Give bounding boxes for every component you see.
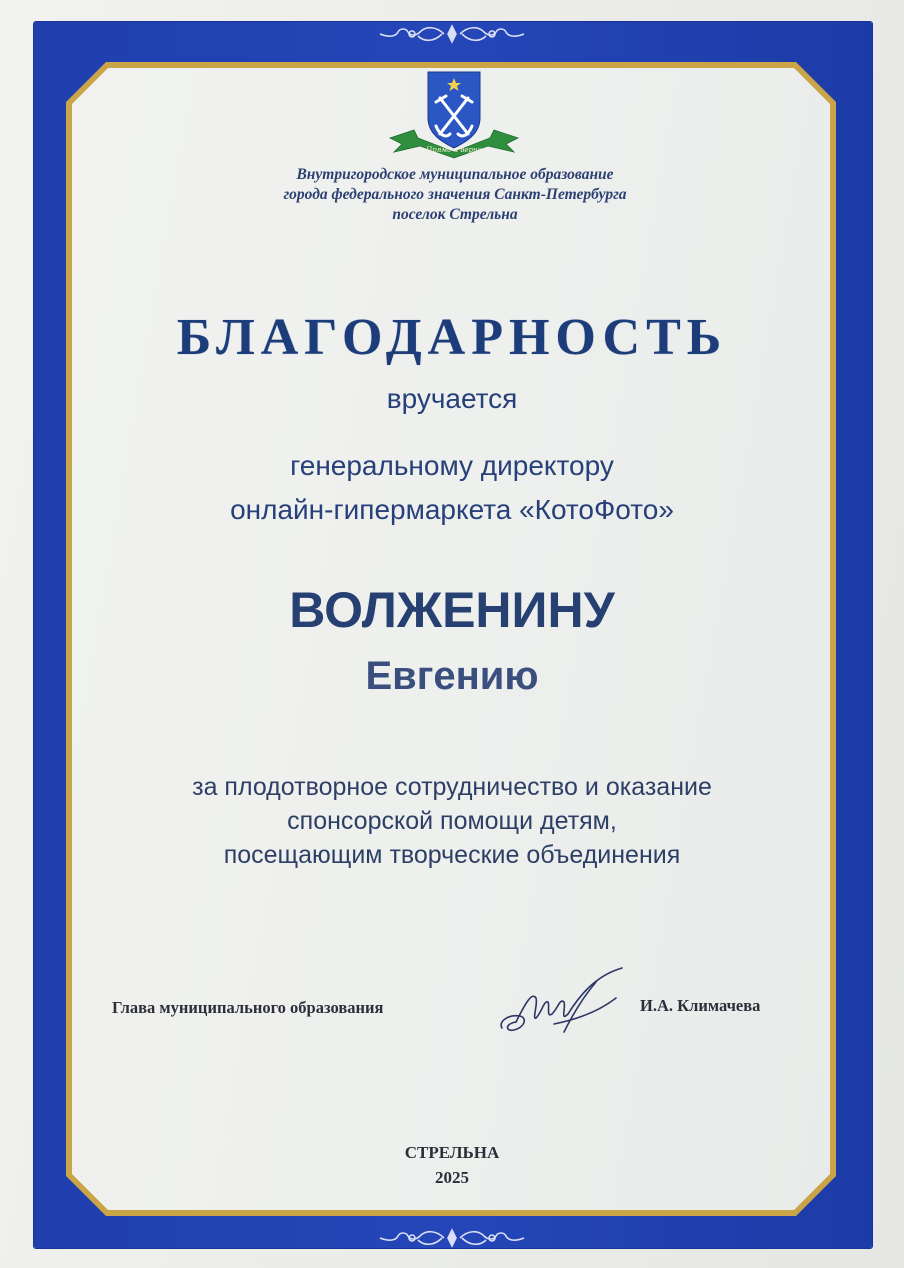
signatory-name: И.А. Климачева <box>640 996 761 1015</box>
recipient-first-name: Евгению <box>365 654 539 698</box>
reason-line-1: за плодотворное сотрудничество и оказание <box>192 773 712 801</box>
certificate-title: БЛАГОДАРНОСТЬ <box>176 309 728 366</box>
award-reason <box>100 770 804 872</box>
reason-line-2: спонсорской помощи детям, <box>287 807 617 835</box>
footer-year: 2025 <box>435 1168 469 1187</box>
bottom-ornament-icon <box>372 1226 532 1250</box>
signature-icon <box>494 962 634 1042</box>
position-line-2: онлайн-гипермаркета «КотоФото» <box>230 494 674 525</box>
emblem-motto: Прямо и верно <box>426 146 482 154</box>
organization-line-1: Внутригородское муниципальное образование <box>296 166 614 183</box>
position-line-1: генеральному директору <box>290 450 614 481</box>
footer-city: СТРЕЛЬНА <box>404 1143 500 1162</box>
recipient-position <box>100 444 804 532</box>
top-ornament-icon <box>372 22 532 46</box>
reason-line-3: посещающим творческие объединения <box>223 841 681 869</box>
organization-name <box>150 165 760 225</box>
organization-line-2: города федерального значения Санкт-Петербурга <box>283 186 627 203</box>
signatory-role: Глава муниципального образования <box>112 998 384 1017</box>
recipient-surname: ВОЛЖЕНИНУ <box>289 582 615 638</box>
certificate-body <box>72 68 830 1210</box>
awarded-text: вручается <box>386 383 518 414</box>
coat-of-arms-icon <box>384 68 524 160</box>
organization-line-3: поселок Стрельна <box>392 206 518 223</box>
